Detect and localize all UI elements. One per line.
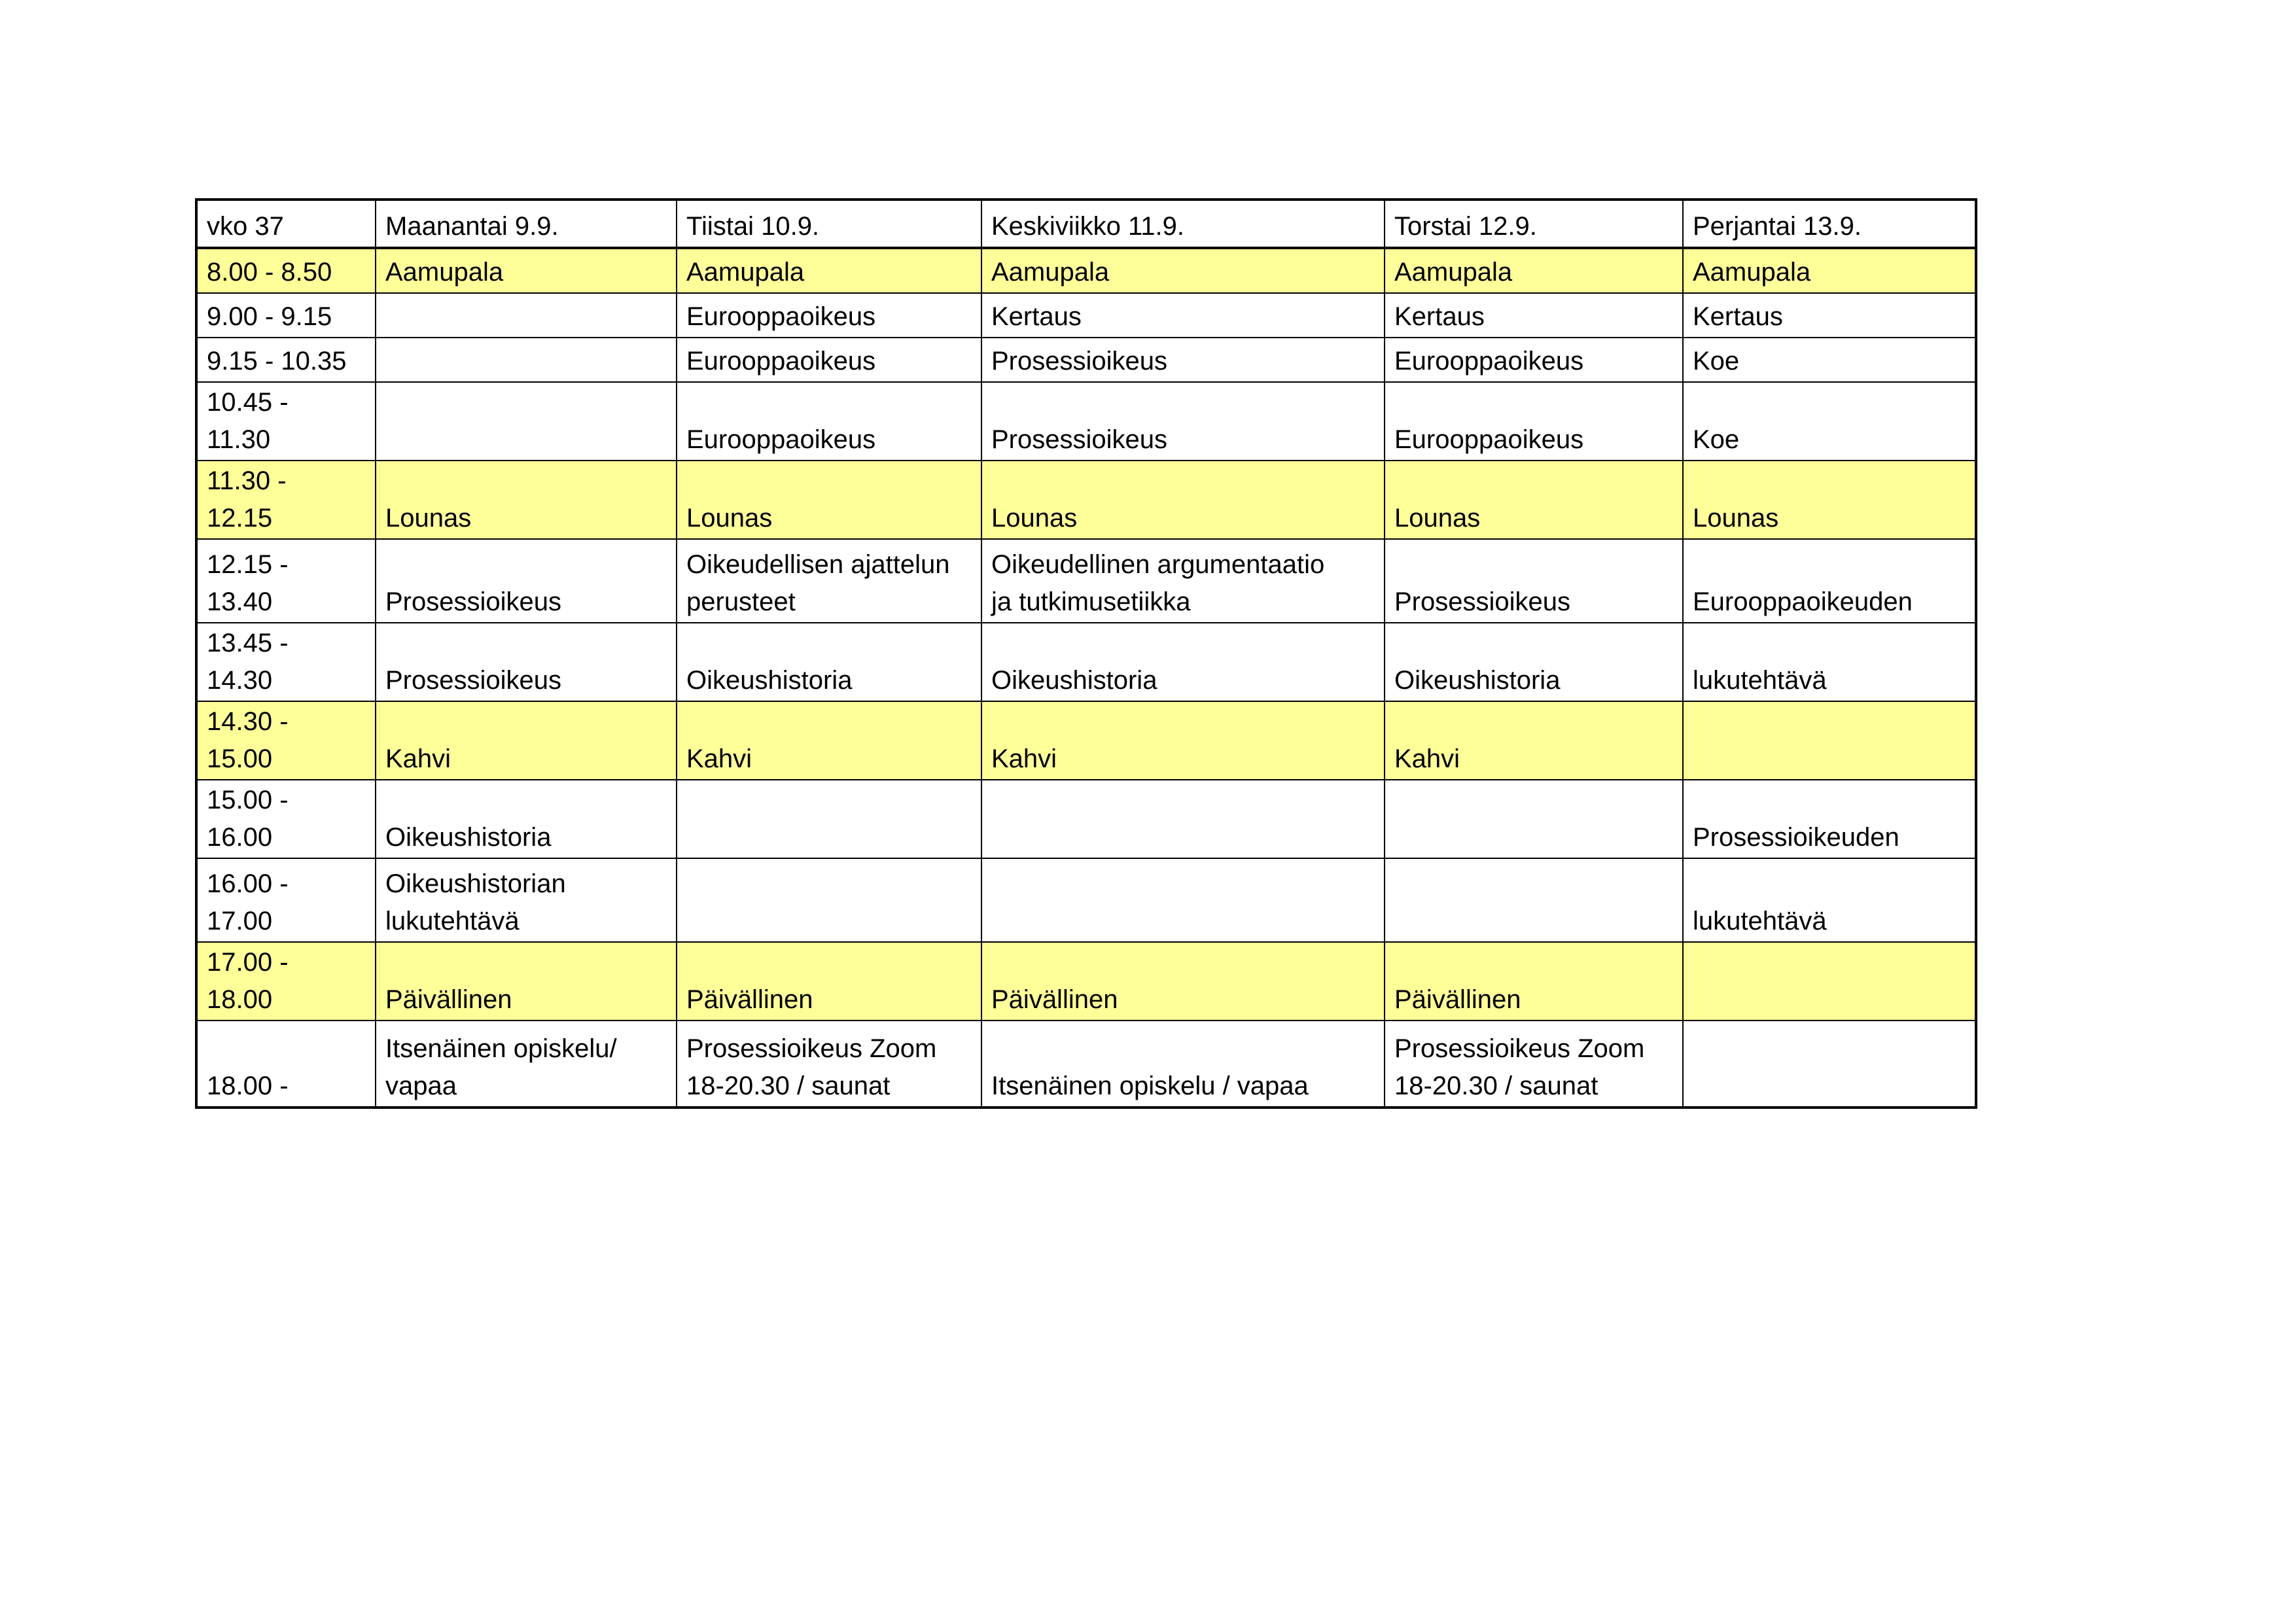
activity-cell-wednesday: Päivällinen [981,942,1385,1021]
activity-cell-friday: Eurooppaoikeuden [1683,539,1976,623]
activity-cell-thursday: Prosessioikeus Zoom 18-20.30 / saunat [1385,1021,1683,1108]
schedule-row [196,701,1976,780]
activity-cell-monday: Aamupala [376,248,677,293]
activity-cell-friday [1683,942,1976,1021]
schedule-row [196,293,1976,338]
activity-cell-wednesday: Itsenäinen opiskelu / vapaa [981,1021,1385,1108]
week-schedule-table [195,198,1977,1109]
activity-cell-thursday [1385,858,1683,942]
activity-cell-thursday [1385,780,1683,858]
time-slot-cell: 9.00 - 9.15 [196,293,376,338]
activity-cell-friday: Koe [1683,338,1976,382]
activity-cell-tuesday [677,780,981,858]
schedule-row [196,461,1976,539]
schedule-row [196,338,1976,382]
activity-cell-tuesday: Eurooppaoikeus [677,382,981,461]
activity-cell-tuesday: Eurooppaoikeus [677,293,981,338]
activity-cell-friday [1683,701,1976,780]
time-slot-cell: 12.15 - 13.40 [196,539,376,623]
activity-cell-wednesday: Oikeudellinen argumentaatio ja tutkimusetiikka [981,539,1385,623]
activity-cell-monday [376,338,677,382]
activity-cell-thursday: Kahvi [1385,701,1683,780]
activity-cell-friday: lukutehtävä [1683,858,1976,942]
activity-cell-thursday: Kertaus [1385,293,1683,338]
activity-cell-tuesday [677,858,981,942]
activity-cell-monday: Päivällinen [376,942,677,1021]
activity-cell-monday: Prosessioikeus [376,623,677,701]
activity-cell-tuesday: Oikeudellisen ajattelun perusteet [677,539,981,623]
day-header-tuesday: Tiistai 10.9. [677,200,981,248]
activity-cell-friday [1683,1021,1976,1108]
activity-cell-wednesday: Kertaus [981,293,1385,338]
day-header-wednesday: Keskiviikko 11.9. [981,200,1385,248]
week-label: vko 37 [196,200,376,248]
activity-cell-wednesday [981,780,1385,858]
activity-cell-wednesday: Lounas [981,461,1385,539]
header-row [196,200,1976,248]
activity-cell-thursday: Oikeushistoria [1385,623,1683,701]
time-slot-cell: 13.45 - 14.30 [196,623,376,701]
activity-cell-friday: Aamupala [1683,248,1976,293]
day-header-monday: Maanantai 9.9. [376,200,677,248]
time-slot-cell: 16.00 - 17.00 [196,858,376,942]
activity-cell-tuesday: Aamupala [677,248,981,293]
schedule-row [196,1021,1976,1108]
activity-cell-thursday: Lounas [1385,461,1683,539]
activity-cell-friday: Koe [1683,382,1976,461]
day-header-thursday: Torstai 12.9. [1385,200,1683,248]
time-slot-cell: 8.00 - 8.50 [196,248,376,293]
activity-cell-thursday: Eurooppaoikeus [1385,338,1683,382]
time-slot-cell: 11.30 - 12.15 [196,461,376,539]
time-slot-cell: 9.15 - 10.35 [196,338,376,382]
activity-cell-monday [376,382,677,461]
activity-cell-wednesday: Oikeushistoria [981,623,1385,701]
schedule-row [196,942,1976,1021]
schedule-body [196,248,1976,1108]
day-header-friday: Perjantai 13.9. [1683,200,1976,248]
schedule-row [196,539,1976,623]
activity-cell-monday: Itsenäinen opiskelu/ vapaa [376,1021,677,1108]
activity-cell-friday: Lounas [1683,461,1976,539]
time-slot-cell: 18.00 - [196,1021,376,1108]
activity-cell-tuesday: Oikeushistoria [677,623,981,701]
activity-cell-wednesday: Prosessioikeus [981,338,1385,382]
activity-cell-monday: Oikeushistoria [376,780,677,858]
activity-cell-monday: Lounas [376,461,677,539]
activity-cell-tuesday: Lounas [677,461,981,539]
activity-cell-thursday: Aamupala [1385,248,1683,293]
activity-cell-friday: lukutehtävä [1683,623,1976,701]
schedule-row [196,382,1976,461]
activity-cell-tuesday: Päivällinen [677,942,981,1021]
activity-cell-monday: Kahvi [376,701,677,780]
activity-cell-tuesday: Eurooppaoikeus [677,338,981,382]
activity-cell-thursday: Eurooppaoikeus [1385,382,1683,461]
time-slot-cell: 10.45 - 11.30 [196,382,376,461]
activity-cell-wednesday: Kahvi [981,701,1385,780]
activity-cell-thursday: Päivällinen [1385,942,1683,1021]
schedule-row [196,780,1976,858]
activity-cell-tuesday: Prosessioikeus Zoom 18-20.30 / saunat [677,1021,981,1108]
time-slot-cell: 14.30 - 15.00 [196,701,376,780]
activity-cell-thursday: Prosessioikeus [1385,539,1683,623]
activity-cell-tuesday: Kahvi [677,701,981,780]
schedule-row [196,858,1976,942]
schedule-row [196,623,1976,701]
activity-cell-monday [376,293,677,338]
activity-cell-wednesday: Aamupala [981,248,1385,293]
activity-cell-friday: Kertaus [1683,293,1976,338]
activity-cell-wednesday [981,858,1385,942]
time-slot-cell: 17.00 - 18.00 [196,942,376,1021]
schedule-row [196,248,1976,293]
activity-cell-wednesday: Prosessioikeus [981,382,1385,461]
time-slot-cell: 15.00 - 16.00 [196,780,376,858]
activity-cell-friday: Prosessioikeuden [1683,780,1976,858]
activity-cell-monday: Prosessioikeus [376,539,677,623]
activity-cell-monday: Oikeushistorian lukutehtävä [376,858,677,942]
